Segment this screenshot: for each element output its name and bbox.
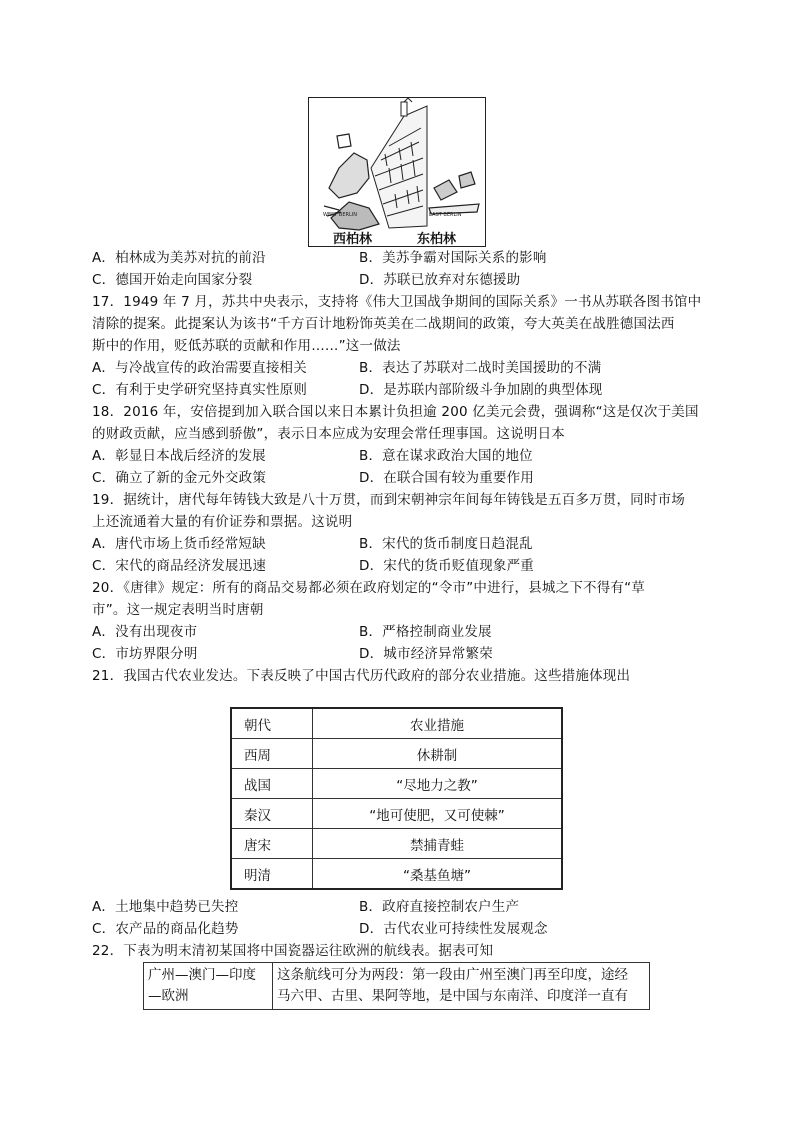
q18-option-d: D．在联合国有较为重要作用: [359, 470, 534, 486]
caption-east-berlin: 东柏林: [417, 232, 457, 247]
q21-option-a: A．土地集中趋势已失控: [92, 899, 239, 915]
q17-stem-line3: 斯中的作用，贬低苏联的贡献和作用……”这一做法: [92, 338, 401, 354]
q16-option-d: D．苏联已放弃对东德援助: [359, 272, 521, 288]
q16-option-b: B．美苏争霸对国际关系的影响: [359, 250, 547, 266]
table-row: [144, 963, 650, 1010]
cartoon-drawing: [309, 98, 485, 246]
q17-stem-line2: 清除的提案。此提案认为该书“千方百计地粉饰英美在二战期间的政策，夸大英美在战胜德国法西: [92, 316, 675, 332]
q17-option-b: B．表达了苏联对二战时美国援助的不满: [359, 360, 602, 376]
q18-option-b: B．意在谋求政治大国的地位: [359, 448, 533, 464]
q19-option-b: B．宋代的货币制度日趋混乱: [359, 536, 533, 552]
east-berlin-small-label: EAST BERLIN: [429, 212, 462, 218]
dynasty-cell: 明清: [231, 859, 313, 890]
measure-cell: 休耕制: [313, 739, 563, 769]
q21-option-d: D．古代农业可持续性发展观念: [359, 921, 548, 937]
route-description-cell: [273, 963, 650, 1010]
q19-option-a: A．唐代市场上货币经常短缺: [92, 536, 266, 552]
description-line2: 马六甲、古里、果阿等地，是中国与东南洋、印度洋一直有: [277, 988, 628, 1004]
q17-option-c: C．有利于史学研究坚持真实性原则: [92, 382, 308, 398]
measure-cell: “尽地力之教”: [313, 769, 563, 799]
berlin-wall-cartoon: [308, 97, 486, 247]
dynasty-cell: 西周: [231, 739, 313, 769]
q17-option-a: A．与冷战宣传的政治需要直接相关: [92, 360, 307, 376]
q20-option-b: B．严格控制商业发展: [359, 624, 492, 640]
route-cell: [144, 963, 273, 1010]
header-dynasty: 朝代: [231, 708, 313, 739]
measure-cell: “地可使肥，又可使棘”: [313, 799, 563, 829]
dynasty-cell: 秦汉: [231, 799, 313, 829]
q22-table: [143, 962, 650, 1010]
caption-west-berlin: 西柏林: [333, 232, 373, 247]
table-row: [231, 859, 562, 890]
west-berlin-small-label: WEST BERLIN: [323, 212, 357, 218]
q20-option-a: A．没有出现夜市: [92, 624, 198, 640]
q22-stem: 22．下表为明末清初某国将中国瓷器运往欧洲的航线表。据表可知: [92, 943, 494, 959]
q19-option-d: D．宋代的货币贬值现象严重: [359, 558, 534, 574]
q20-option-c: C．市坊界限分明: [92, 646, 198, 662]
table-row: [231, 829, 562, 859]
q20-stem-line1: 20．《唐律》规定：所有的商品交易都必须在政府划定的“令市”中进行，县城之下不得有“草: [92, 580, 646, 596]
q17-stem-line1: 17．1949 年 7 月，苏共中央表示，支持将《伟大卫国战争期间的国际关系》一书从苏联各图书馆中: [92, 294, 702, 310]
q18-option-c: C．确立了新的金元外交政策: [92, 470, 267, 486]
q21-table: [230, 707, 563, 890]
dynasty-cell: 战国: [231, 769, 313, 799]
measure-cell: 禁捕青蛙: [313, 829, 563, 859]
q19-option-c: C．宋代的商品经济发展迅速: [92, 558, 267, 574]
q21-stem: 21．我国古代农业发达。下表反映了中国古代历代政府的部分农业措施。这些措施体现出: [92, 668, 631, 684]
q21-option-c: C．农产品的商品化趋势: [92, 921, 239, 937]
q20-option-d: D．城市经济异常繁荣: [359, 646, 493, 662]
q18-stem-line2: 的财政贡献，应当感到骄傲”，表示日本应成为安理会常任理事国。这说明日本: [92, 426, 565, 442]
table-header-row: [231, 708, 562, 739]
q16-option-a: A．柏林成为美苏对抗的前沿: [92, 250, 266, 266]
q19-stem-line2: 上还流通着大量的有价证券和票据。这说明: [92, 514, 353, 530]
q21-option-b: B．政府直接控制农户生产: [359, 899, 520, 915]
q20-stem-line2: 市”。这一规定表明当时唐朝: [92, 602, 264, 618]
route-line1: 广州—澳门—印度: [148, 967, 256, 983]
route-line2: —欧洲: [148, 988, 189, 1004]
dynasty-cell: 唐宋: [231, 829, 313, 859]
q19-stem-line1: 19．据统计，唐代每年铸钱大致是八十万贯，而到宋朝神宗年间每年铸钱是五百多万贯，同时市场: [92, 492, 685, 508]
measure-cell: “桑基鱼塘”: [313, 859, 563, 890]
table-row: [231, 769, 562, 799]
description-line1: 这条航线可分为两段：第一段由广州至澳门再至印度，途经: [277, 967, 628, 983]
table-row: [231, 739, 562, 769]
q16-option-c: C．德国开始走向国家分裂: [92, 272, 253, 288]
q18-option-a: A．彰显日本战后经济的发展: [92, 448, 266, 464]
header-measure: 农业措施: [313, 708, 563, 739]
table-row: [231, 799, 562, 829]
q18-stem-line1: 18．2016 年，安倍提到加入联合国以来日本累计负担逾 200 亿美元会费，强调称“这是仅次于美国: [92, 404, 699, 420]
q17-option-d: D．是苏联内部阶级斗争加剧的典型体现: [359, 382, 603, 398]
